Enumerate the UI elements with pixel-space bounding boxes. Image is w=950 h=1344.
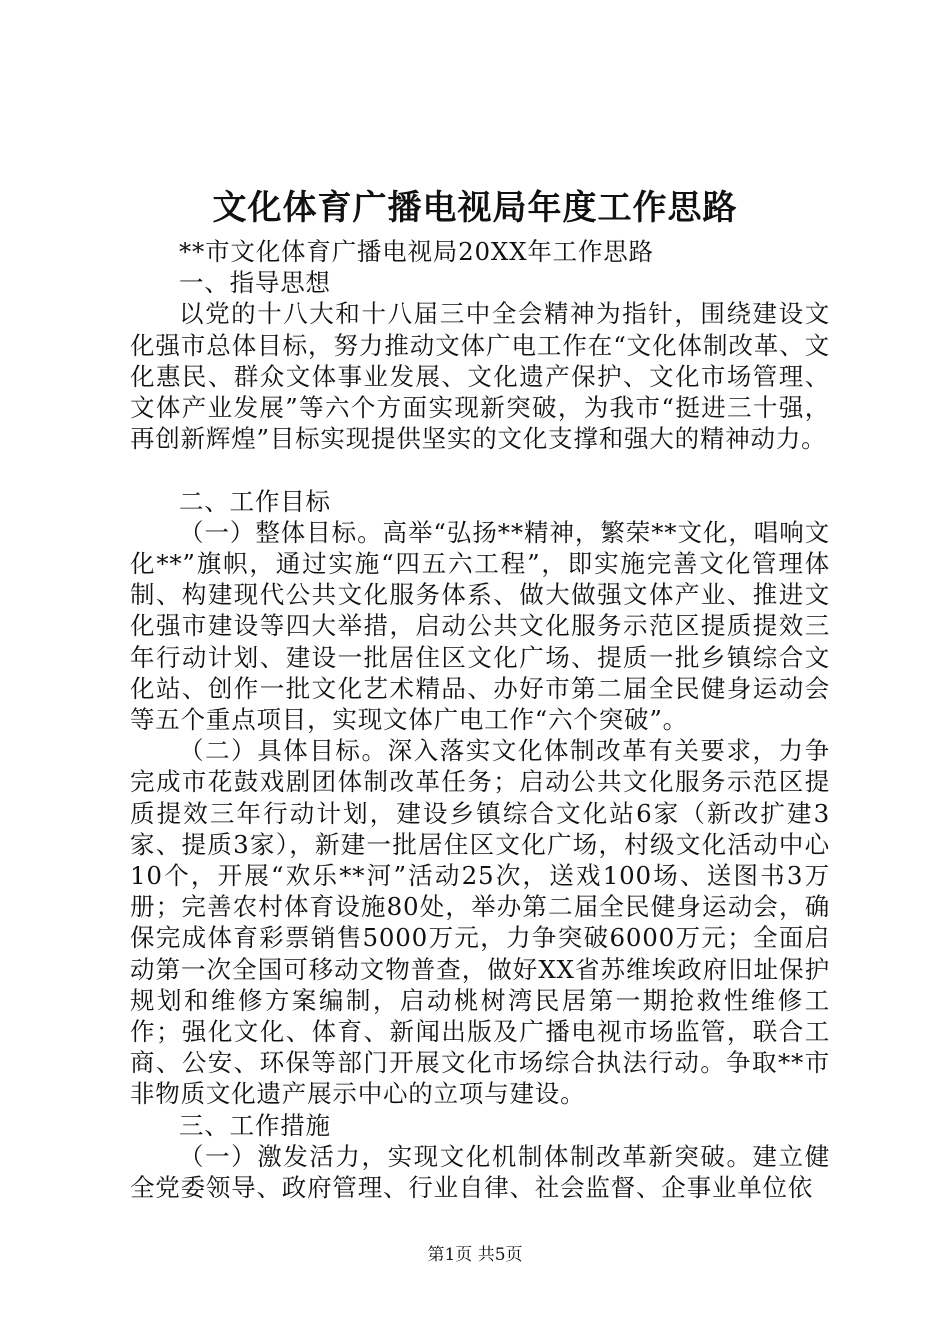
subtitle-line: **市文化体育广播电视局20XX年工作思路 — [179, 237, 654, 266]
paragraph-specific-goals: （二）具体目标。深入落实文化体制改革有关要求，力争完成市花鼓戏剧团体制改革任务；启动公共文化服务示范区提质提效三年行动计划，建设乡镇综合文化站6家（新改扩建3家、提质3家），新建一批居住区文化广场，村级文化活动中心10个，开展“欢乐**河”活动25次，送戏100场、送图书3万册；完善农村体育设施80处，举办第二届全民健身运动会，确保完成体育彩票销售5000万元，力争突破6000万元；全面启动第一次全国可移动文物普查，做好XX省苏维埃政府旧址保护规划和维修方案编制，启动桃树湾民居第一期抢救性维修工作；强化文化、体育、新闻出版及广播电视市场监管，联合工商、公安、环保等部门开展文化市场综合执法行动。争取**市非物质文化遗产展示中心的立项与建设。 — [130, 736, 830, 1109]
paragraph-measure-one: （一）激发活力，实现文化机制体制改革新突破。建立健全党委领导、政府管理、行业自律、社会监督、企事业单位依 — [130, 1141, 830, 1203]
document-title: 文化体育广播电视局年度工作思路 — [212, 188, 738, 228]
section-heading-work-measures: 三、工作措施 — [179, 1110, 331, 1140]
section-heading-guiding-thought: 一、指导思想 — [179, 268, 331, 298]
document-body — [130, 236, 830, 1203]
paragraph-guiding-thought: 以党的十八大和十八届三中全会精神为指针，围绕建设文化强市总体目标，努力推动文体广电工作在“文化体制改革、文化惠民、群众文体事业发展、文化遗产保护、文化市场管理、文体产业发展”等六个方面实现新突破，为我市“挺进三十强，再创新辉煌”目标实现提供坚实的文化支撑和强大的精神动力。 — [130, 299, 830, 454]
page-number-footer: 第1页 共5页 — [427, 1245, 523, 1265]
section-heading-work-goals: 二、工作目标 — [179, 486, 331, 516]
blank-line — [130, 454, 830, 485]
paragraph-overall-goal: （一）整体目标。高举“弘扬**精神，繁荣**文化，唱响文化**”旗帜，通过实施“四五六工程”，即实施完善文化管理体制、构建现代公共文化服务体系、做大做强文体产业、推进文化强市建设等四大举措，启动公共文化服务示范区提质提效三年行动计划、建设一批居住区文化广场、提质一批乡镇综合文化站、创作一批文化艺术精品、办好市第二届全民健身运动会等五个重点项目，实现文体广电工作“六个突破”。 — [130, 517, 830, 735]
